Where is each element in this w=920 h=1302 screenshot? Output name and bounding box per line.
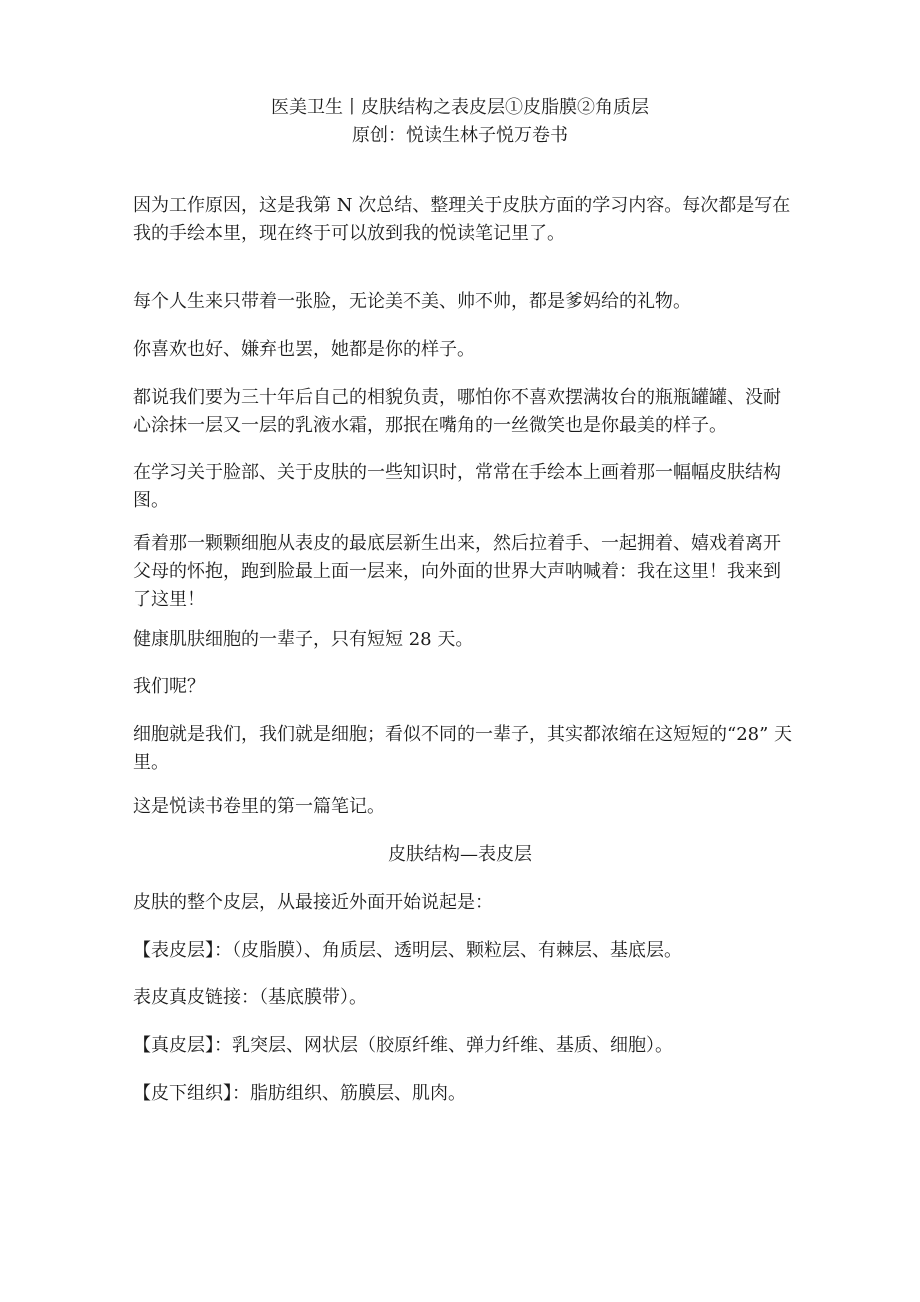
paragraph-responsible: 都说我们要为三十年后自己的相貌负责，哪怕你不喜欢摆满妆台的瓶瓶罐罐、没耐心涂抹一层又一层的乳液水霜，那抿在嘴角的一丝微笑也是你最美的样子。 xyxy=(133,387,781,436)
paragraph-epidermis: 【表皮层】：（皮脂膜）、角质层、透明层、颗粒层、有棘层、基底层。 xyxy=(133,940,682,961)
paragraph-us: 我们呢？ xyxy=(133,676,205,697)
paragraph-cells: 看着那一颗颗细胞从表皮的最底层新生出来，然后拉着手、一起拥着、嬉戏着离开父母的怀抱，跑到脸最上面一层来，向外面的世界大声呐喊着：我在这里！我来到了这里！ xyxy=(133,533,781,610)
paragraph-learning: 在学习关于脸部、关于皮肤的一些知识时，常常在手绘本上画着那一幅幅皮肤结构图。 xyxy=(133,462,781,511)
paragraph-skin-layers-intro: 皮肤的整个皮层，从最接近外面开始说起是： xyxy=(133,892,493,913)
paragraph-cells-are-us: 细胞就是我们，我们就是细胞；看似不同的一辈子，其实都浓缩在这短短的“28” 天里。 xyxy=(133,724,793,773)
paragraph-like: 你喜欢也好、嫌弃也罢，她都是你的样子。 xyxy=(133,339,475,360)
paragraph-face: 每个人生来只带着一张脸，无论美不美、帅不帅，都是爹妈给的礼物。 xyxy=(133,291,691,312)
paragraph-28-days: 健康肌肤细胞的一辈子，只有短短 28 天。 xyxy=(133,629,474,650)
paragraph-subcutaneous: 【皮下组织】：脂肪组织、筋膜层、肌肉。 xyxy=(133,1083,466,1104)
paragraph-first-note: 这是悦读书卷里的第一篇笔记。 xyxy=(133,796,385,817)
paragraph-intro: 因为工作原因，这是我第 N 次总结、整理关于皮肤方面的学习内容。每次都是写在我的手绘本里，现在终于可以放到我的悦读笔记里了。 xyxy=(133,195,791,244)
paragraph-basement-membrane: 表皮真皮链接：（基底膜带）。 xyxy=(133,987,367,1008)
paragraph-dermis: 【真皮层】：乳突层、网状层（胶原纤维、弹力纤维、基质、细胞）。 xyxy=(133,1035,673,1056)
document-title: 医美卫生丨皮肤结构之表皮层①皮脂膜②角质层 xyxy=(271,97,649,118)
section-heading: 皮肤结构—表皮层 xyxy=(388,844,532,865)
document-author: 原创：悦读生林子悦万卷书 xyxy=(352,125,568,146)
